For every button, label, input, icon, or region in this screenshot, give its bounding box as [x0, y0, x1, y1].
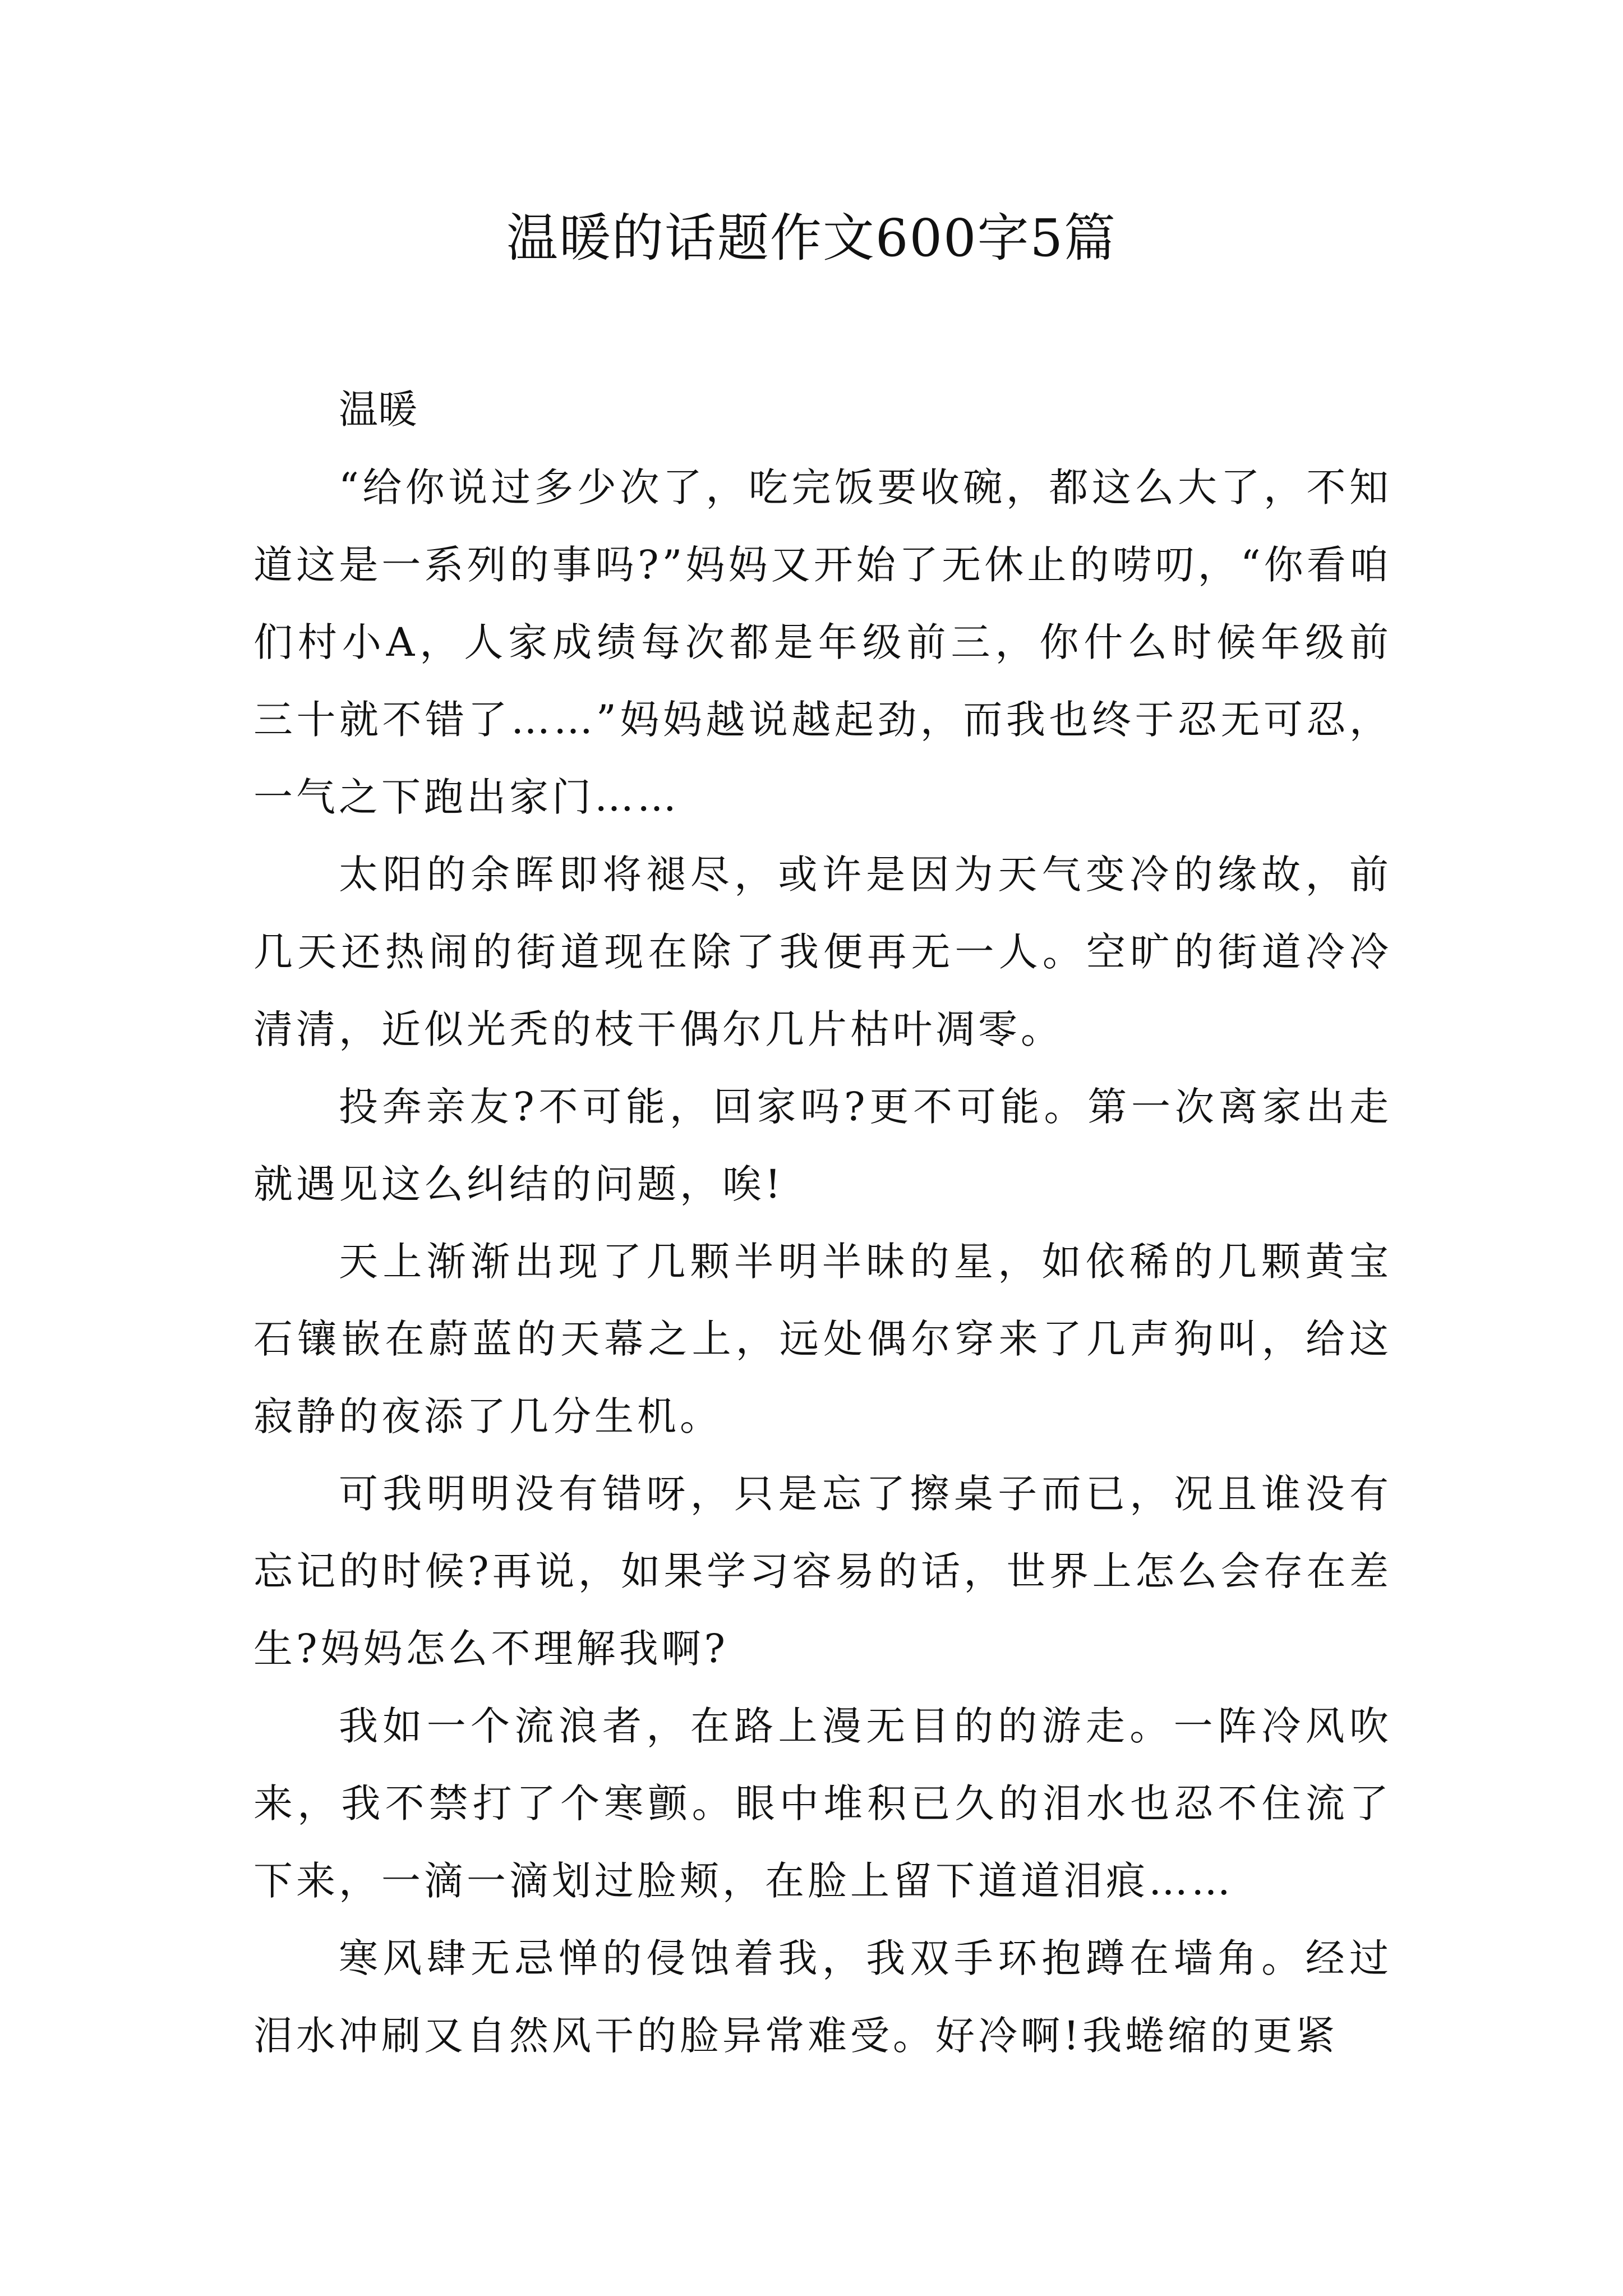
document-body	[253, 370, 1392, 2074]
section-heading: 温暖	[339, 386, 417, 432]
paragraph-6: 我如一个流浪者，在路上漫无目的的游走。一阵冷风吹来，我不禁打了个寒颤。眼中堆积已久的泪水也忍不住流了下来，一滴一滴划过脸颊，在脸上留下道道泪痕……	[253, 1703, 1392, 1904]
paragraph-2: 太阳的余晖即将褪尽，或许是因为天气变冷的缘故，前几天还热闹的街道现在除了我便再无一人。空旷的街道冷冷清清，近似光秃的枝干偶尔几片枯叶凋零。	[253, 852, 1392, 1052]
paragraph-3: 投奔亲友?不可能，回家吗?更不可能。第一次离家出走就遇见这么纠结的问题，唉!	[253, 1084, 1392, 1207]
document-title: 温暖的话题作文600字5篇	[506, 208, 1117, 268]
paragraph-1: “给你说过多少次了，吃完饭要收碗，都这么大了，不知道这是一系列的事吗?”妈妈又开始了无休止的唠叨，“你看咱们村小A，人家成绩每次都是年级前三，你什么时候年级前三十就不错了……”妈妈越说越起劲，而我也终于忍无可忍，一气之下跑出家门……	[253, 464, 1392, 820]
paragraph-5: 可我明明没有错呀，只是忘了擦桌子而已，况且谁没有忘记的时候?再说，如果学习容易的话，世界上怎么会存在差生?妈妈怎么不理解我啊?	[253, 1471, 1392, 1672]
paragraph-4: 天上渐渐出现了几颗半明半昧的星，如依稀的几颗黄宝石镶嵌在蔚蓝的天幕之上，远处偶尔穿来了几声狗叫，给这寂静的夜添了几分生机。	[253, 1239, 1392, 1439]
paragraph-7: 寒风肆无忌惮的侵蚀着我，我双手环抱蹲在墙角。经过泪水冲刷又自然风干的脸异常难受。好冷啊!我蜷缩的更紧	[253, 1935, 1392, 2059]
